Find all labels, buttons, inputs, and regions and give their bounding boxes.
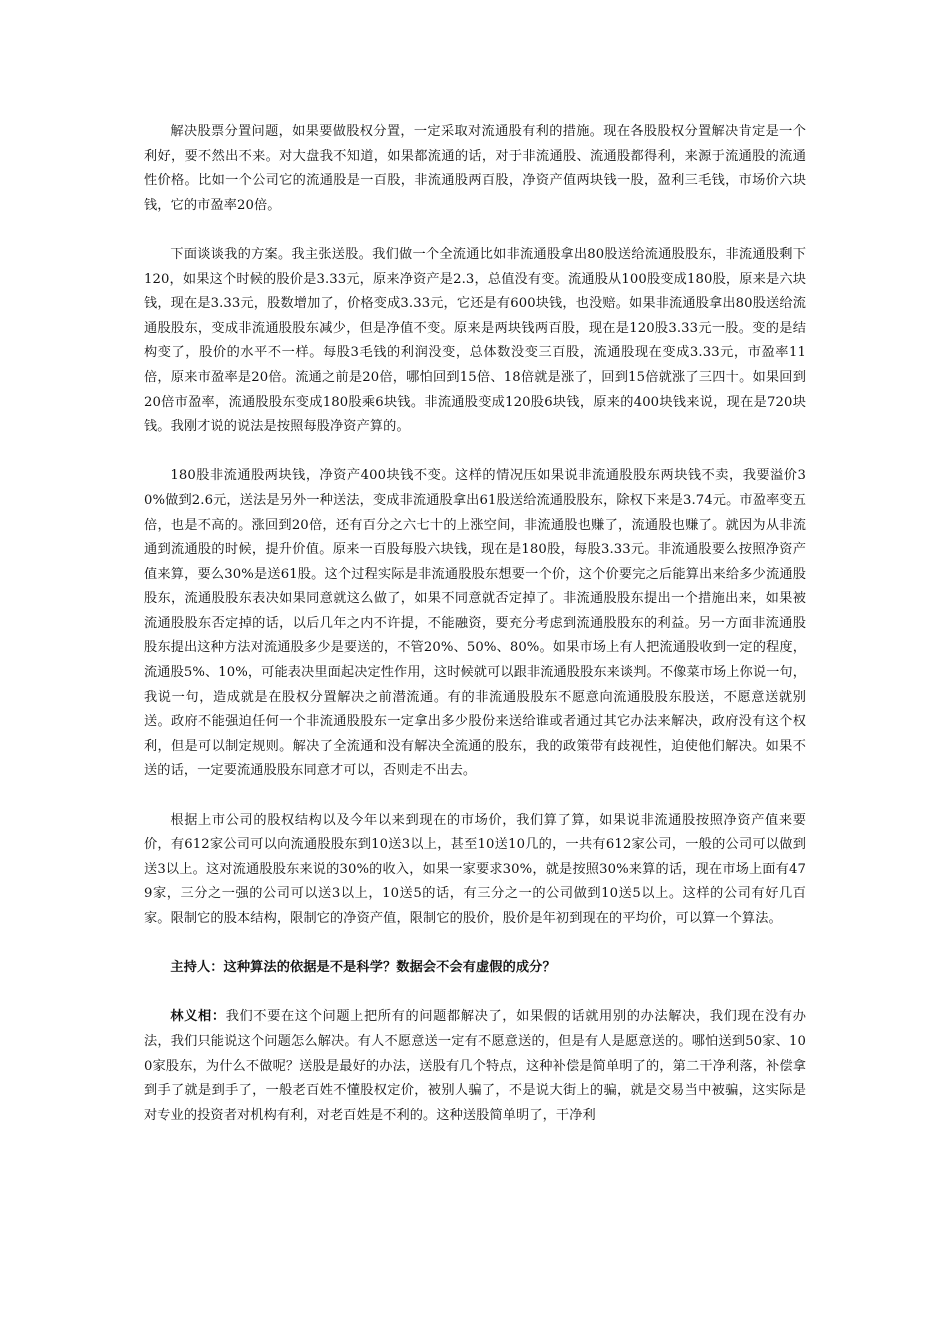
paragraph-3: 180股非流通股两块钱，净资产400块钱不变。这样的情况压如果说非流通股股东两块钱不卖，我要溢价30%做到2.6元，送法是另外一种送法，变成非流通股拿出61股送给流通股股东，除权下来是3.74元。市盈率变五倍，也是不高的。涨回到20倍，还有百分之六七十的上涨空间，非流通股也赚了，流通股也赚了。就因为从非流通到流通股的时候，提升价值。原来一百股每股六块钱，现在是180股，每股3.33元。非流通股要么按照净资产值来算，要么30%是送61股。这个过程实际是非流通股股东想要一个价，这个价要完之后能算出来给多少流通股股东，流通股股东表决如果同意就这么做了，如果不同意就否定掉了。非流通股股东提出一个措施出来，如果被流通股股东否定掉的话，以后几年之内不许提，不能融资，要充分考虑到流通股股东的利益。另一方面非流通股股东提出这种方法对流通股多少是要送的，不管20%、50%、80%。如果市场上有人把流通股收到一定的程度，流通股5%、10%，可能表决里面起决定性作用，这时候就可以跟非流通股股东来谈判。不像菜市场上你说一句，我说一句，造成就是在股权分置解决之前潜流通。有的非流通股股东不愿意向流通股股东股送，不愿意送就别送。政府不能强迫任何一个非流通股股东一定拿出多少股份来送给谁或者通过其它办法来解决，政府没有这个权利，但是可以制定规则。解决了全流通和没有解决全流通的股东，我的政策带有歧视性，迫使他们解决。如果不送的话，一定要流通股股东同意才可以，否则走不出去。 [144, 468, 806, 779]
document-body [144, 120, 806, 1128]
host-question-text: 这种算法的依据是不是科学？数据会不会有虚假的成分？ [223, 960, 556, 976]
paragraph-2: 下面谈谈我的方案。我主张送股。我们做一个全流通比如非流通股拿出80股送给流通股股东，非流通股剩下120，如果这个时候的股价是3.33元，原来净资产是2.3，总值没有变。流通股从100股变成180股，原来是六块钱，现在是3.33元，股数增加了，价格变成3.33元，它还是有600块钱，也没赔。如果非流通股拿出80股送给流通股股东，变成非流通股股东减少，但是净值不变。原来是两块钱两百股，现在是120股3.33元一股。变的是结构变了，股价的水平不一样。每股3毛钱的利润没变，总体数没变三百股，流通股现在变成3.33元，市盈率11倍，原来市盈率是20倍。流通之前是20倍，哪怕回到15倍、18倍就是涨了，回到15倍就涨了三四十。如果回到20倍市盈率，流通股股东变成180股乘6块钱。非流通股变成120股6块钱，原来的400块钱来说，现在是720块钱。我刚才说的说法是按照每股净资产算的。 [144, 246, 806, 435]
guest-label: 林义相： [170, 1009, 226, 1025]
host-label: 主持人： [170, 960, 224, 976]
host-question [144, 956, 806, 981]
guest-answer [144, 1005, 806, 1128]
guest-answer-text: 我们不要在这个问题上把所有的问题都解决了，如果假的话就用别的办法解决，我们现在没有办法，我们只能说这个问题怎么解决。有人不愿意送一定有不愿意送的，但是有人是愿意送的。哪怕送到50家、100家股东，为什么不做呢？送股是最好的办法，送股有几个特点，这种补偿是简单明了的，第二干净利落，补偿拿到手了就是到手了，一般老百姓不懂股权定价，被别人骗了，不是说大街上的骗，就是交易当中被骗，这实际是对专业的投资者对机构有利，对老百姓是不利的。这种送股简单明了，干净利 [144, 1009, 806, 1123]
paragraph-1: 解决股票分置问题，如果要做股权分置，一定采取对流通股有利的措施。现在各股股权分置解决肯定是一个利好，要不然出不来。对大盘我不知道，如果都流通的话，对于非流通股、流通股都得利，来源于流通股的流通性价格。比如一个公司它的流通股是一百股，非流通股两百股，净资产值两块钱一股，盈利三毛钱，市场价六块钱，它的市盈率20倍。 [144, 124, 806, 213]
paragraph-4: 根据上市公司的股权结构以及今年以来到现在的市场价，我们算了算，如果说非流通股按照净资产值来要价，有612家公司可以向流通股股东到10送3以上，甚至10送10几的，一共有612家公司，一般的公司可以做到送3以上。这对流通股股东来说的30%的收入，如果一家要求30%，就是按照30%来算的话，现在市场上面有479家，三分之一强的公司可以送3以上，10送5的话，有三分之一的公司做到10送5以上。这样的公司有好几百家。限制它的股本结构，限制它的净资产值，限制它的股价，股价是年初到现在的平均价，可以算一个算法。 [144, 812, 806, 926]
